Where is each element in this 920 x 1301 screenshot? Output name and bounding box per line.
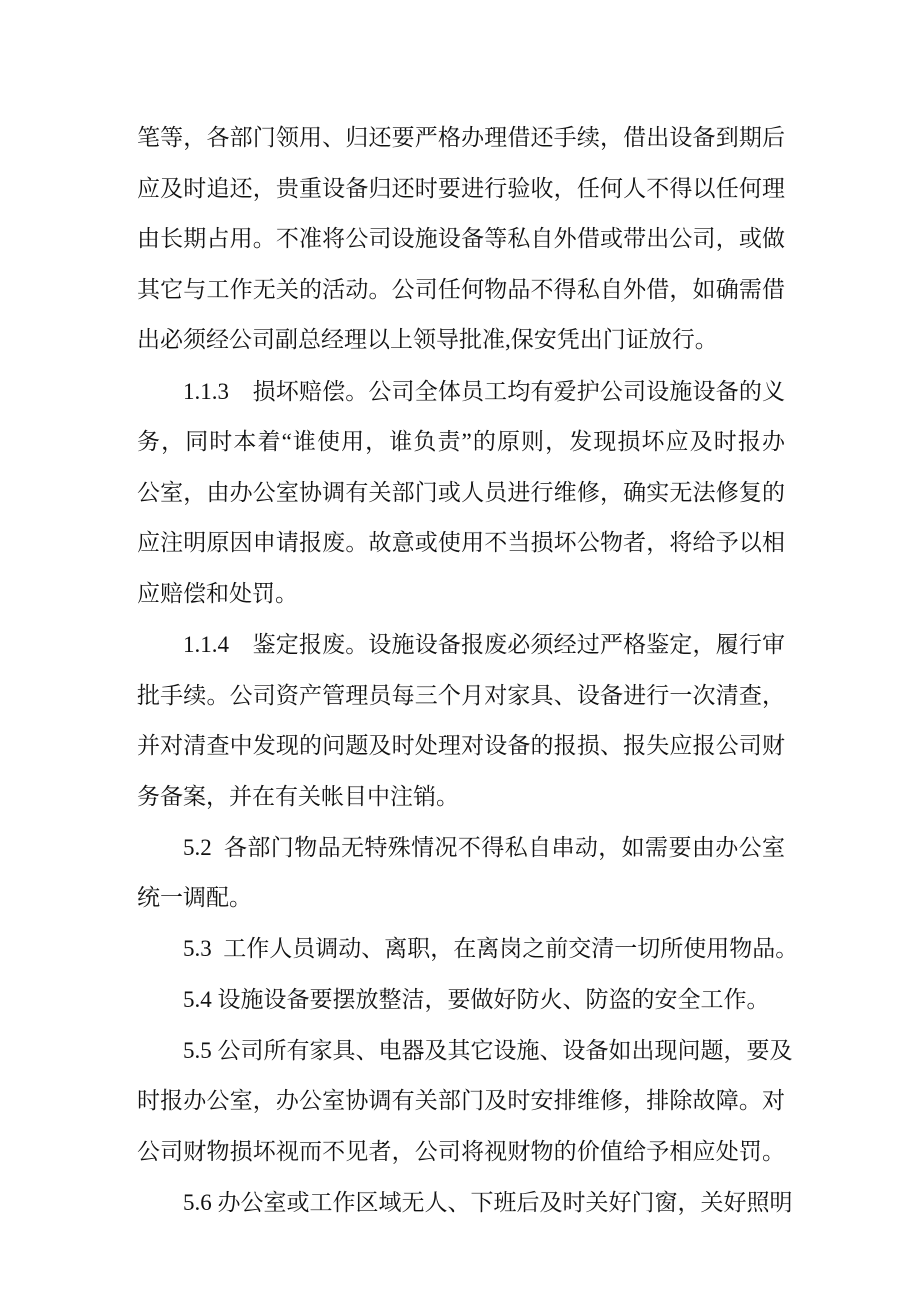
- paragraph-line: 公室，由办公室协调有关部门或人员进行维修，确实无法修复的: [137, 480, 785, 505]
- paragraph-line: 务备案，并在有关帐目中注销。: [137, 784, 459, 809]
- paragraph-line: 公司财物损坏视而不见者，公司将视财物的价值给予相应处罚。: [137, 1139, 785, 1164]
- paragraph-line: 应及时追还，贵重设备归还时要进行验收，任何人不得以任何理: [137, 176, 785, 201]
- section-heading-line: 5.3 工作人员调动、离职，在离岗之前交清一切所使用物品。: [183, 936, 799, 961]
- paragraph-line: 时报办公室，办公室协调有关部门及时安排维修，排除故障。对: [137, 1088, 785, 1113]
- paragraph-line: 应赔偿和处罚。: [137, 581, 298, 606]
- section-heading-line: 5.5 公司所有家具、电器及其它设施、设备如出现问题，要及: [183, 1038, 793, 1063]
- paragraph-line: 笔等，各部门领用、归还要严格办理借还手续，借出设备到期后: [137, 125, 785, 150]
- paragraph-line: 由长期占用。不准将公司设施设备等私自外借或带出公司，或做: [137, 226, 785, 251]
- section-heading-line: 5.2 各部门物品无特殊情况不得私自串动，如需要由办公室: [183, 835, 785, 860]
- section-heading-line: 5.6 办公室或工作区域无人、下班后及时关好门窗，关好照明: [183, 1190, 793, 1215]
- paragraph-line: 出必须经公司副总经理以上领导批准,保安凭出门证放行。: [137, 327, 718, 352]
- section-heading-line: 1.1.3 损坏赔偿。公司全体员工均有爱护公司设施设备的义: [183, 379, 785, 404]
- paragraph-line: 统一调配。: [137, 885, 252, 910]
- section-heading-line: 1.1.4 鉴定报废。设施设备报废必须经过严格鉴定，履行审: [183, 632, 785, 657]
- paragraph-line: 并对清查中发现的问题及时处理对设备的报损、报失应报公司财: [137, 733, 785, 758]
- paragraph-line: 应注明原因申请报废。故意或使用不当损坏公物者，将给予以相: [137, 530, 785, 555]
- section-heading-line: 5.4 设施设备要摆放整洁，要做好防火、防盗的安全工作。: [183, 987, 770, 1012]
- paragraph-line: 其它与工作无关的活动。公司任何物品不得私自外借，如确需借: [137, 277, 785, 302]
- paragraph-line: 务，同时本着“谁使用，谁负责”的原则，发现损坏应及时报办: [137, 429, 785, 454]
- paragraph-line: 批手续。公司资产管理员每三个月对家具、设备进行一次清查，: [137, 683, 785, 708]
